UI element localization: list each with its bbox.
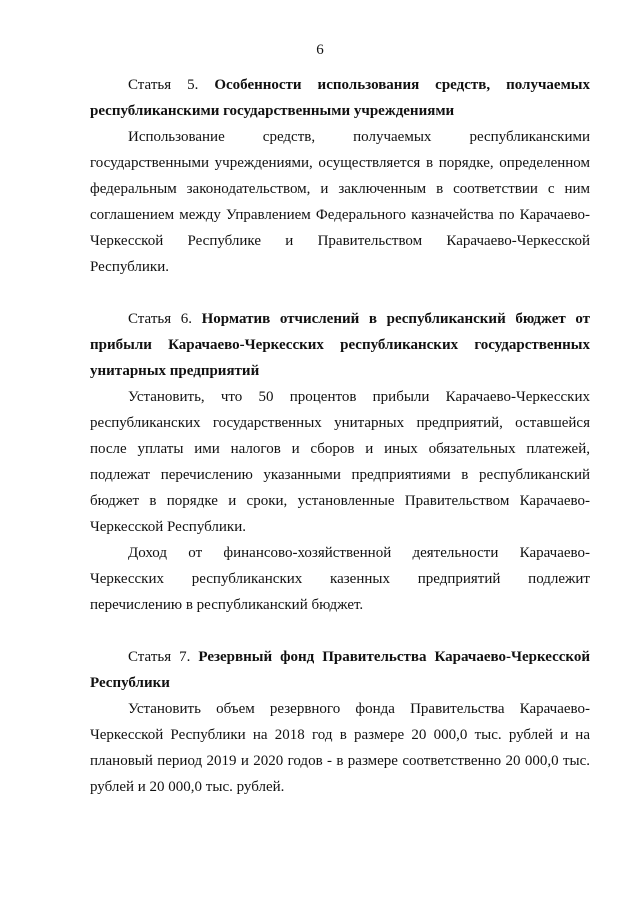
article-6-title-line-3: унитарных предприятий [90, 363, 260, 379]
article-7-title-line-2: Республики [90, 675, 170, 691]
article-5-text-line: федеральным законодательством, и заключенным в соответствии с ним [90, 181, 590, 197]
article-6-text-line: после уплаты ими налогов и сборов и иных обязательных платежей, [90, 441, 590, 457]
article-7-prefix: Статья 7. [128, 649, 191, 665]
article-5-prefix: Статья 5. [128, 77, 199, 93]
article-5-text-line: Черкесской Республике и Правительством Карачаево-Черкесской [90, 233, 590, 249]
article-7 [90, 644, 590, 800]
article-6 [90, 306, 590, 618]
article-7-heading [90, 644, 590, 670]
article-6-heading [90, 306, 590, 332]
article-5-text-line: государственными учреждениями, осуществляется в порядке, определенном [90, 155, 590, 171]
article-7-title-line-1: Резервный фонд Правительства Карачаево-Черкесской [198, 649, 590, 665]
article-5 [90, 72, 590, 280]
page-number: 6 [316, 42, 324, 58]
article-5-heading [90, 72, 590, 98]
article-7-text-line: Установить объем резервного фонда Правительства Карачаево- [128, 701, 590, 717]
article-5-text-line: соглашением между Управлением Федерального казначейства по Карачаево- [90, 207, 590, 223]
article-7-text-line: рублей и 20 000,0 тыс. рублей. [90, 779, 285, 795]
article-6-text-line: подлежат перечислению указанными предприятиями в республиканский [90, 467, 590, 483]
article-5-text-line: Республики. [90, 259, 169, 275]
article-5-title-line-1: Особенности использования средств, получаемых [214, 77, 590, 93]
article-6-prefix: Статья 6. [128, 311, 192, 327]
article-7-text-line: Черкесской Республики на 2018 год в размере 20 000,0 тыс. рублей и на [90, 727, 590, 743]
article-6-text-line: перечислению в республиканский бюджет. [90, 597, 364, 613]
article-6-text-line: Черкесских республиканских казенных предприятий подлежит [90, 571, 590, 587]
article-6-text-line: бюджет в порядке и сроки, установленные Правительством Карачаево- [90, 493, 590, 509]
article-6-text-line: Черкесской Республики. [90, 519, 246, 535]
article-5-text-line: Использование средств, получаемых республиканскими [128, 129, 590, 145]
article-6-text-line: Доход от финансово-хозяйственной деятельности Карачаево- [128, 545, 590, 561]
article-6-text-line: республиканских государственных унитарных предприятий, оставшейся [90, 415, 590, 431]
article-6-text-line: Установить, что 50 процентов прибыли Карачаево-Черкесских [128, 389, 590, 405]
article-6-title-line-2: прибыли Карачаево-Черкесских республиканских государственных [90, 337, 590, 353]
article-5-title-line-2: республиканскими государственными учреждениями [90, 103, 455, 119]
article-7-text-line: плановый период 2019 и 2020 годов - в размере соответственно 20 000,0 тыс. [90, 753, 590, 769]
article-6-title-line-1: Норматив отчислений в республиканский бюджет от [201, 311, 591, 327]
